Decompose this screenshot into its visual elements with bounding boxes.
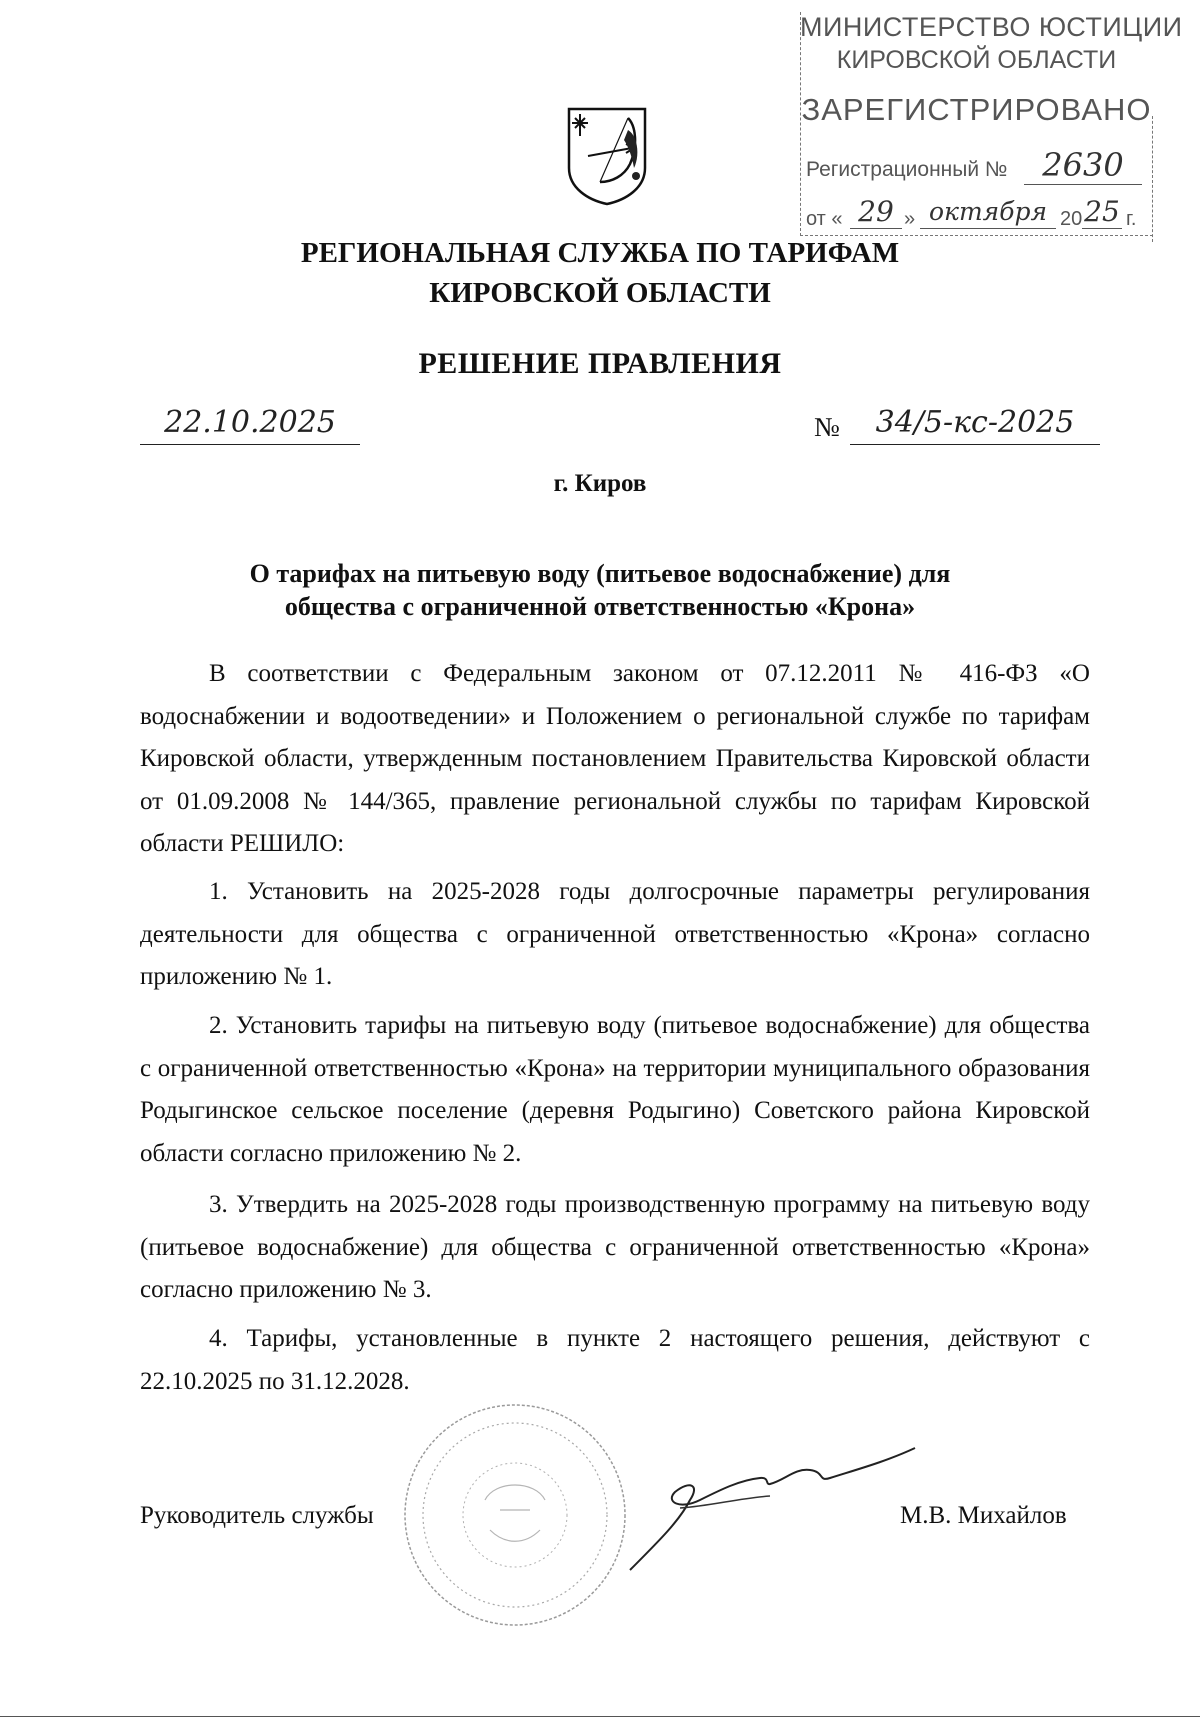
subject-line2: общества с ограниченной ответственностью «Крона»: [284, 592, 916, 621]
stamp-date-suffix: г.: [1126, 208, 1137, 230]
stamp-date-mid: »: [904, 208, 916, 230]
item-3-text: 3. Утвердить на 2025-2028 годы производственную программу на питьевую воду (питьевое водоснабжение) для общества с ограниченной ответственностью «Крона» согласно приложению № 3.: [140, 1191, 1090, 1303]
stamp-ministry-line1: МИНИСТЕРСТВО ЮСТИЦИИ: [800, 12, 1183, 42]
stamp-border-bottom: [800, 235, 1153, 236]
org-name-line2: КИРОВСКОЙ ОБЛАСТИ: [429, 277, 771, 309]
preamble-text: В соответствии с Федеральным законом от 07.12.2011 № 416-ФЗ «О водоснабжении и водоотведении» и Положением о региональной службе по тарифам Кировской области, утвержденным постановлением Правительства Кировской области от 01.09.2008 № 144/365, правление региональной службы по тарифам Кировской области РЕШИЛО:: [140, 660, 1090, 857]
stamp-date-prefix: от «: [806, 208, 843, 230]
stamp-date-year-prefix: 20: [1060, 208, 1083, 230]
registration-stamp: [800, 6, 1183, 236]
item-2-paragraph: [140, 1005, 1090, 1175]
stamp-date-month: октября: [920, 196, 1056, 229]
item-1-paragraph: [140, 871, 1090, 999]
decision-number-value: 34/5-кс-2025: [875, 405, 1075, 440]
stamp-date-row: [806, 196, 1151, 232]
stamp-number-label: Регистрационный №: [806, 158, 1008, 181]
document-title: РЕШЕНИЕ ПРАВЛЕНИЯ: [418, 347, 782, 380]
item-4-text: 4. Тарифы, установленные в пункте 2 настоящего решения, действуют с 22.10.2025 по 31.12.2028.: [140, 1325, 1090, 1395]
decision-number: [850, 406, 1100, 445]
decision-date-value: 22.10.2025: [164, 405, 336, 440]
stamp-status: ЗАРЕГИСТРИРОВАНО: [801, 92, 1152, 127]
preamble-paragraph: [140, 653, 1090, 866]
item-3-paragraph: [140, 1184, 1090, 1312]
kirov-coat-of-arms-icon: [566, 106, 648, 206]
item-1-text: 1. Установить на 2025-2028 годы долгосрочные параметры регулирования деятельности для общества с ограниченной ответственностью «Крона» согласно приложению № 1.: [140, 878, 1090, 990]
stamp-number-value: 2630: [1024, 146, 1142, 185]
page-bottom-rule: [0, 1716, 1200, 1717]
stamp-ministry-line2: КИРОВСКОЙ ОБЛАСТИ: [836, 46, 1117, 74]
subject-line1: О тарифах на питьевую воду (питьевое водоснабжение) для: [249, 559, 951, 588]
decision-date: [140, 406, 360, 445]
number-sign: №: [814, 412, 840, 442]
city: г. Киров: [553, 470, 647, 497]
org-name-line1: РЕГИОНАЛЬНАЯ СЛУЖБА ПО ТАРИФАМ: [300, 237, 900, 269]
signatory-name: М.В. Михайлов: [900, 1502, 1067, 1529]
item-2-text: 2. Установить тарифы на питьевую воду (питьевое водоснабжение) для общества с ограниченной ответственностью «Крона» на территории муниципального образования Родыгинское сельское поселение (деревня Родыгино) Советского района Кировской области согласно приложению № 2.: [140, 1012, 1090, 1167]
stamp-date-year: 25: [1082, 196, 1122, 229]
signatory-role: Руководитель службы: [140, 1502, 374, 1529]
stamp-border-right: [1152, 116, 1153, 242]
official-seal-icon: [400, 1400, 630, 1630]
item-4-paragraph: [140, 1318, 1090, 1403]
stamp-date-day: 29: [850, 196, 902, 229]
handwritten-signature-icon: [620, 1440, 920, 1580]
stamp-number-row: [806, 146, 1146, 184]
